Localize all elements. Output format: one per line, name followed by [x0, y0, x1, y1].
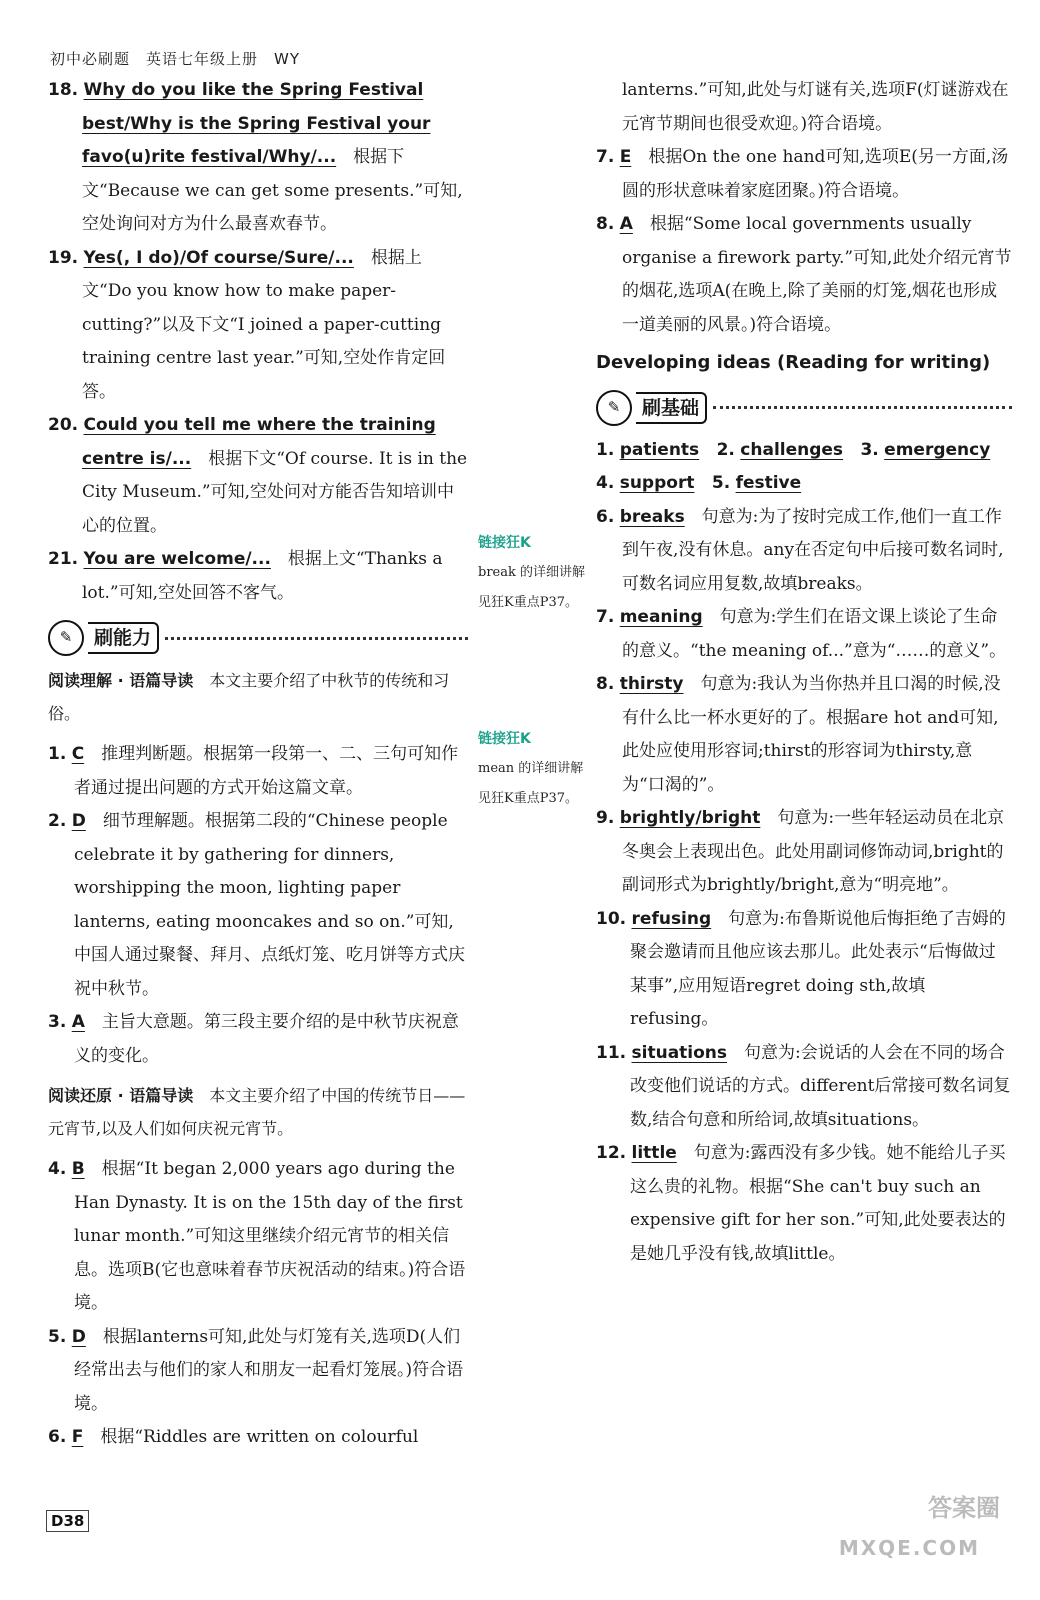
side-note-text: mean 的详细讲解见狂K重点P37。: [478, 761, 584, 806]
answer-item-19: 19. Yes(, I do)/Of course/Sure/... 根据上文“Do you know how to make paper-cutting?”以及下文“I joined a paper-cutting training centre last year.”可知,空处作肯定回答。: [48, 247, 446, 402]
answer-item-b7: 7. meaning 句意为:学生们在语文课上谈论了生命的意义。“the meaning of...”意为“……的意义”。: [596, 607, 1007, 661]
badge-label: 刷能力: [88, 622, 159, 654]
reading-guide-2: 阅读还原 · 语篇导读 本文主要介绍了中国的传统节日——元宵节,以及人们如何庆祝元宵节。: [48, 1086, 466, 1138]
running-header: 初中必刷题 英语七年级上册 WY: [50, 50, 300, 68]
answer-item-r6: 6. F 根据“Riddles are written on colourful: [48, 1427, 419, 1447]
answer-item-r2: 2. D 细节理解题。根据第二段的“Chinese people celebrate it by gathering for dinners, worshipping the moon, lighting paper lanterns, eating mooncakes and so on.”可知,中国人通过聚餐、拜月、点纸灯笼、吃月饼等方式庆祝中秋节。: [48, 811, 465, 999]
side-note-mean: [478, 724, 590, 814]
pen-badge-icon: ✎: [596, 390, 632, 426]
answer-row-1-3: 1. patients 2. challenges 3. emergency: [596, 439, 991, 460]
answer-item-r8: 8. A 根据“Some local governments usually organise a firework party.”可知,此处介绍元宵节的烟花,选项A(在晚上,除了美丽的灯笼,烟花也形成一道美丽的风景。)符合语境。: [596, 214, 1012, 335]
answer-item-b6: 6. breaks 句意为:为了按时完成工作,他们一直工作到午夜,没有休息。any在否定句中后接可数名词时,可数名词应用复数,故填breaks。: [596, 506, 1004, 594]
side-note-title: 链接狂K: [478, 535, 531, 551]
answer-item-20: 20. Could you tell me where the training centre is/... 根据下文“Of course. It is in the City Museum.”可知,空处问对方能否告知培训中心的位置。: [48, 415, 468, 536]
answer-item-b12: 12. little 句意为:露西没有多少钱。她不能给儿子买这么贵的礼物。根据“She can't buy such an expensive gift for her son.”可知,此处要表达的是她几乎没有钱,故填little。: [596, 1143, 1006, 1264]
answer-item-r3: 3. A 主旨大意题。第三段主要介绍的是中秋节庆祝意义的变化。: [48, 1012, 459, 1066]
side-note-title: 链接狂K: [478, 731, 531, 747]
answer-item-b11: 11. situations 句意为:会说话的人会在不同的场合改变他们说话的方式。different后常接可数名词复数,结合句意和所给词,故填situations。: [596, 1042, 1011, 1130]
side-note-text: break 的详细讲解见狂K重点P37。: [478, 565, 585, 610]
badge-label: 刷基础: [636, 392, 707, 424]
answer-item-b9: 9. brightly/bright 句意为:一些年轻运动员在北京冬奥会上表现出色。此处用副词修饰动词,bright的副词形式为brightly/bright,意为“明亮地”。: [596, 808, 1005, 895]
side-note-break: [478, 528, 590, 618]
answer-item-r1: 1. C 推理判断题。根据第一段第一、二、三句可知作者通过提出问题的方式开始这篇文章。: [48, 744, 459, 798]
answer-item-r6-continued: lanterns.”可知,此处与灯谜有关,选项F(灯谜游戏在元宵节期间也很受欢迎。)符合语境。: [622, 80, 1009, 134]
answer-row-4-5: 4. support 5. festive: [596, 473, 802, 493]
answer-item-r4: 4. B 根据“It began 2,000 years ago during the Han Dynasty. It is on the 15th day of the first lunar month.”可知这里继续介绍元宵节的相关信息。选项B(它也意味着春节庆祝活动的结束。)符合语境。: [48, 1159, 466, 1313]
watermark-url: MXQE.COM: [838, 1536, 980, 1560]
answer-item-18: 18. Why do you like the Spring Festival best/Why is the Spring Festival your favo(u)rite festival/Why/... 根据下文“Because we can get some presents.”可知,空处询问对方为什么最喜欢春节。: [48, 80, 463, 234]
left-column: [48, 74, 468, 1455]
dotted-divider: [713, 406, 1012, 409]
section-badge-ability: [48, 620, 468, 656]
page-number: D38: [46, 1510, 89, 1532]
section-badge-basic: [596, 390, 1012, 426]
pen-badge-icon: ✎: [48, 620, 84, 656]
answer-item-b8: 8. thirsty 句意为:我认为当你热并且口渴的时候,没有什么比一杯水更好的了。根据are hot and可知,此处应使用形容词;thirst的形容词为thirsty,意为“口渴的”。: [596, 674, 1001, 795]
answer-item-r5: 5. D 根据lanterns可知,此处与灯笼有关,选项D(人们经常出去与他们的家人和朋友一起看灯笼展。)符合语境。: [48, 1326, 464, 1414]
watermark-logo: 答案圈: [928, 1494, 1000, 1522]
answer-item-b10: 10. refusing 句意为:布鲁斯说他后悔拒绝了吉姆的聚会邀请而且他应该去那儿。此处表示“后悔做过某事”,应用短语regret doing sth,故填refusing。: [596, 908, 1006, 1029]
answer-item-21: 21. You are welcome/... 根据上文“Thanks a lot.”可知,空处回答不客气。: [48, 549, 443, 603]
right-column: [596, 74, 1012, 1271]
dotted-divider: [165, 637, 468, 640]
reading-guide-1: 阅读理解 · 语篇导读 本文主要介绍了中秋节的传统和习俗。: [48, 671, 450, 723]
section-title: Developing ideas (Reading for writing): [596, 352, 991, 373]
answer-item-r7: 7. E 根据On the one hand可知,选项E(另一方面,汤圆的形状意味着家庭团聚。)符合语境。: [596, 147, 1009, 201]
